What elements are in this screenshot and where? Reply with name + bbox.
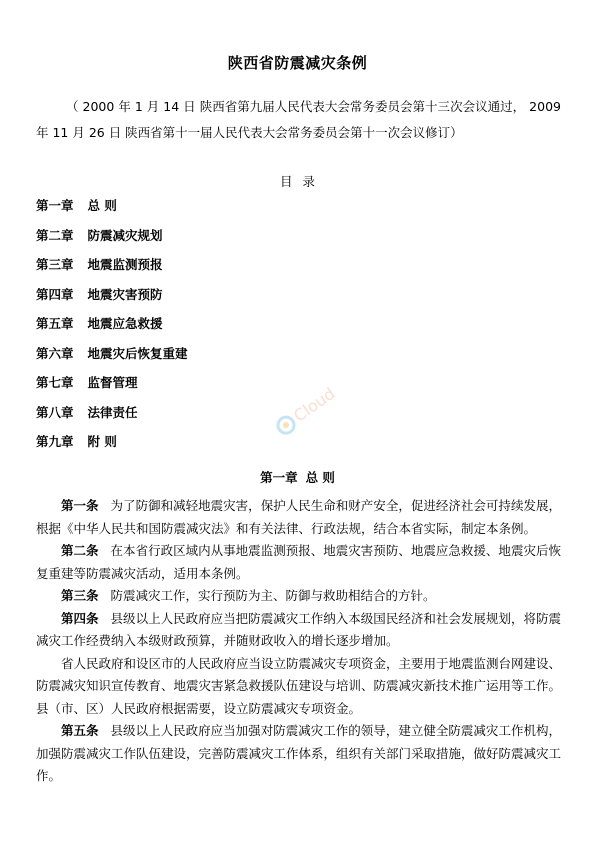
toc-chapter-name: 总 则: [87, 198, 117, 213]
article-text: 县级以上人民政府应当加强对防震减灾工作的领导，建立健全防震减灾工作机构，加强防震减灾工作队伍建设，完善防震减灾工作体系，组织有关部门采取措施，做好防震减灾工作。: [36, 723, 562, 783]
article-number: 第三条: [61, 588, 99, 603]
article-paragraph: [36, 653, 561, 721]
document-title: 陕西省防震减灾条例: [227, 54, 368, 72]
toc-item: [36, 343, 188, 373]
toc-chapter-number: 第四章: [36, 286, 74, 302]
toc-chapter-number: 第一章: [36, 198, 74, 213]
toc-item: [36, 195, 188, 225]
article-text: 县级以上人民政府应当把防震减灾工作纳入本级国民经济和社会发展规划，将防震减灾工作经费纳入本级财政预算，并随财政收入的增长逐步增加。: [36, 610, 561, 648]
watermark-text: Cloud: [290, 383, 339, 426]
article-text: 省人民政府和设区市的人民政府应当设立防震减灾专项资金，主要用于地震监测台网建设、防震减灾知识宣传教育、地震灾害紧急救援队伍建设与培训、防震减灾新技术推广运用等工作。县（市、区）人民政府根据需要，设立防震减灾专项资金。: [36, 655, 562, 716]
article-number: 第五条: [61, 723, 99, 738]
toc-heading: 目录: [279, 174, 325, 189]
toc-chapter-name: 防震减灾规划: [87, 227, 163, 243]
chapter-heading: [0, 468, 595, 486]
chapter-number: 第一章: [260, 470, 298, 485]
article-paragraph: [36, 720, 561, 788]
table-of-contents: [36, 195, 188, 461]
toc-item: [36, 372, 188, 402]
chapter-name: 总 则: [305, 470, 335, 485]
article-text: 为了防御和减轻地震灾害，保护人民生命和财产安全，促进经济社会可持续发展，根据《中华人民共和国防震减灾法》和有关法律、行政法规，结合本省实际，制定本条例。: [36, 498, 561, 536]
toc-chapter-number: 第八章: [36, 404, 74, 420]
toc-chapter-number: 第五章: [36, 316, 74, 331]
toc-chapter-number: 第三章: [36, 257, 74, 272]
toc-chapter-name: 地震灾后恢复重建: [87, 345, 188, 361]
toc-chapter-number: 第二章: [36, 227, 74, 243]
article-paragraph: [36, 495, 561, 540]
article-paragraph: [36, 540, 561, 585]
cloud-logo-icon: [262, 378, 352, 438]
revision-note: （ 2000 年 1 月 14 日 陕西省第九届人民代表大会常务委员会第十三次会议通过， 2009 年 11 月 26 日 陕西省第十一届人民代表大会常务委员会第十一次会议修订）: [36, 99, 561, 140]
article-number: 第一条: [61, 498, 99, 513]
toc-item: [36, 284, 188, 314]
toc-chapter-name: 附 则: [87, 434, 117, 449]
toc-chapter-number: 第七章: [36, 375, 74, 390]
article-text: 防震减灾工作，实行预防为主、防御与救助相结合的方针。: [110, 588, 436, 603]
article-paragraph: [36, 585, 561, 608]
chapter-body: [36, 495, 561, 788]
toc-item: [36, 254, 188, 284]
toc-item: [36, 225, 188, 255]
toc-chapter-name: 法律责任: [87, 404, 138, 420]
toc-chapter-name: 地震监测预报: [87, 257, 163, 272]
article-text: 在本省行政区域内从事地震监测预报、地震灾害预防、地震应急救援、地震灾后恢复重建等防震减灾活动，适用本条例。: [36, 543, 561, 581]
toc-chapter-name: 地震应急救援: [87, 316, 163, 331]
toc-item: [36, 402, 188, 432]
article-paragraph: [36, 608, 561, 653]
toc-chapter-number: 第九章: [36, 434, 74, 449]
toc-item: [36, 431, 188, 461]
toc-item: [36, 313, 188, 343]
toc-chapter-name: 地震灾害预防: [87, 286, 163, 302]
toc-chapter-name: 监督管理: [87, 375, 138, 390]
toc-chapter-number: 第六章: [36, 345, 74, 361]
article-number: 第四条: [61, 610, 99, 626]
article-number: 第二条: [61, 543, 99, 558]
